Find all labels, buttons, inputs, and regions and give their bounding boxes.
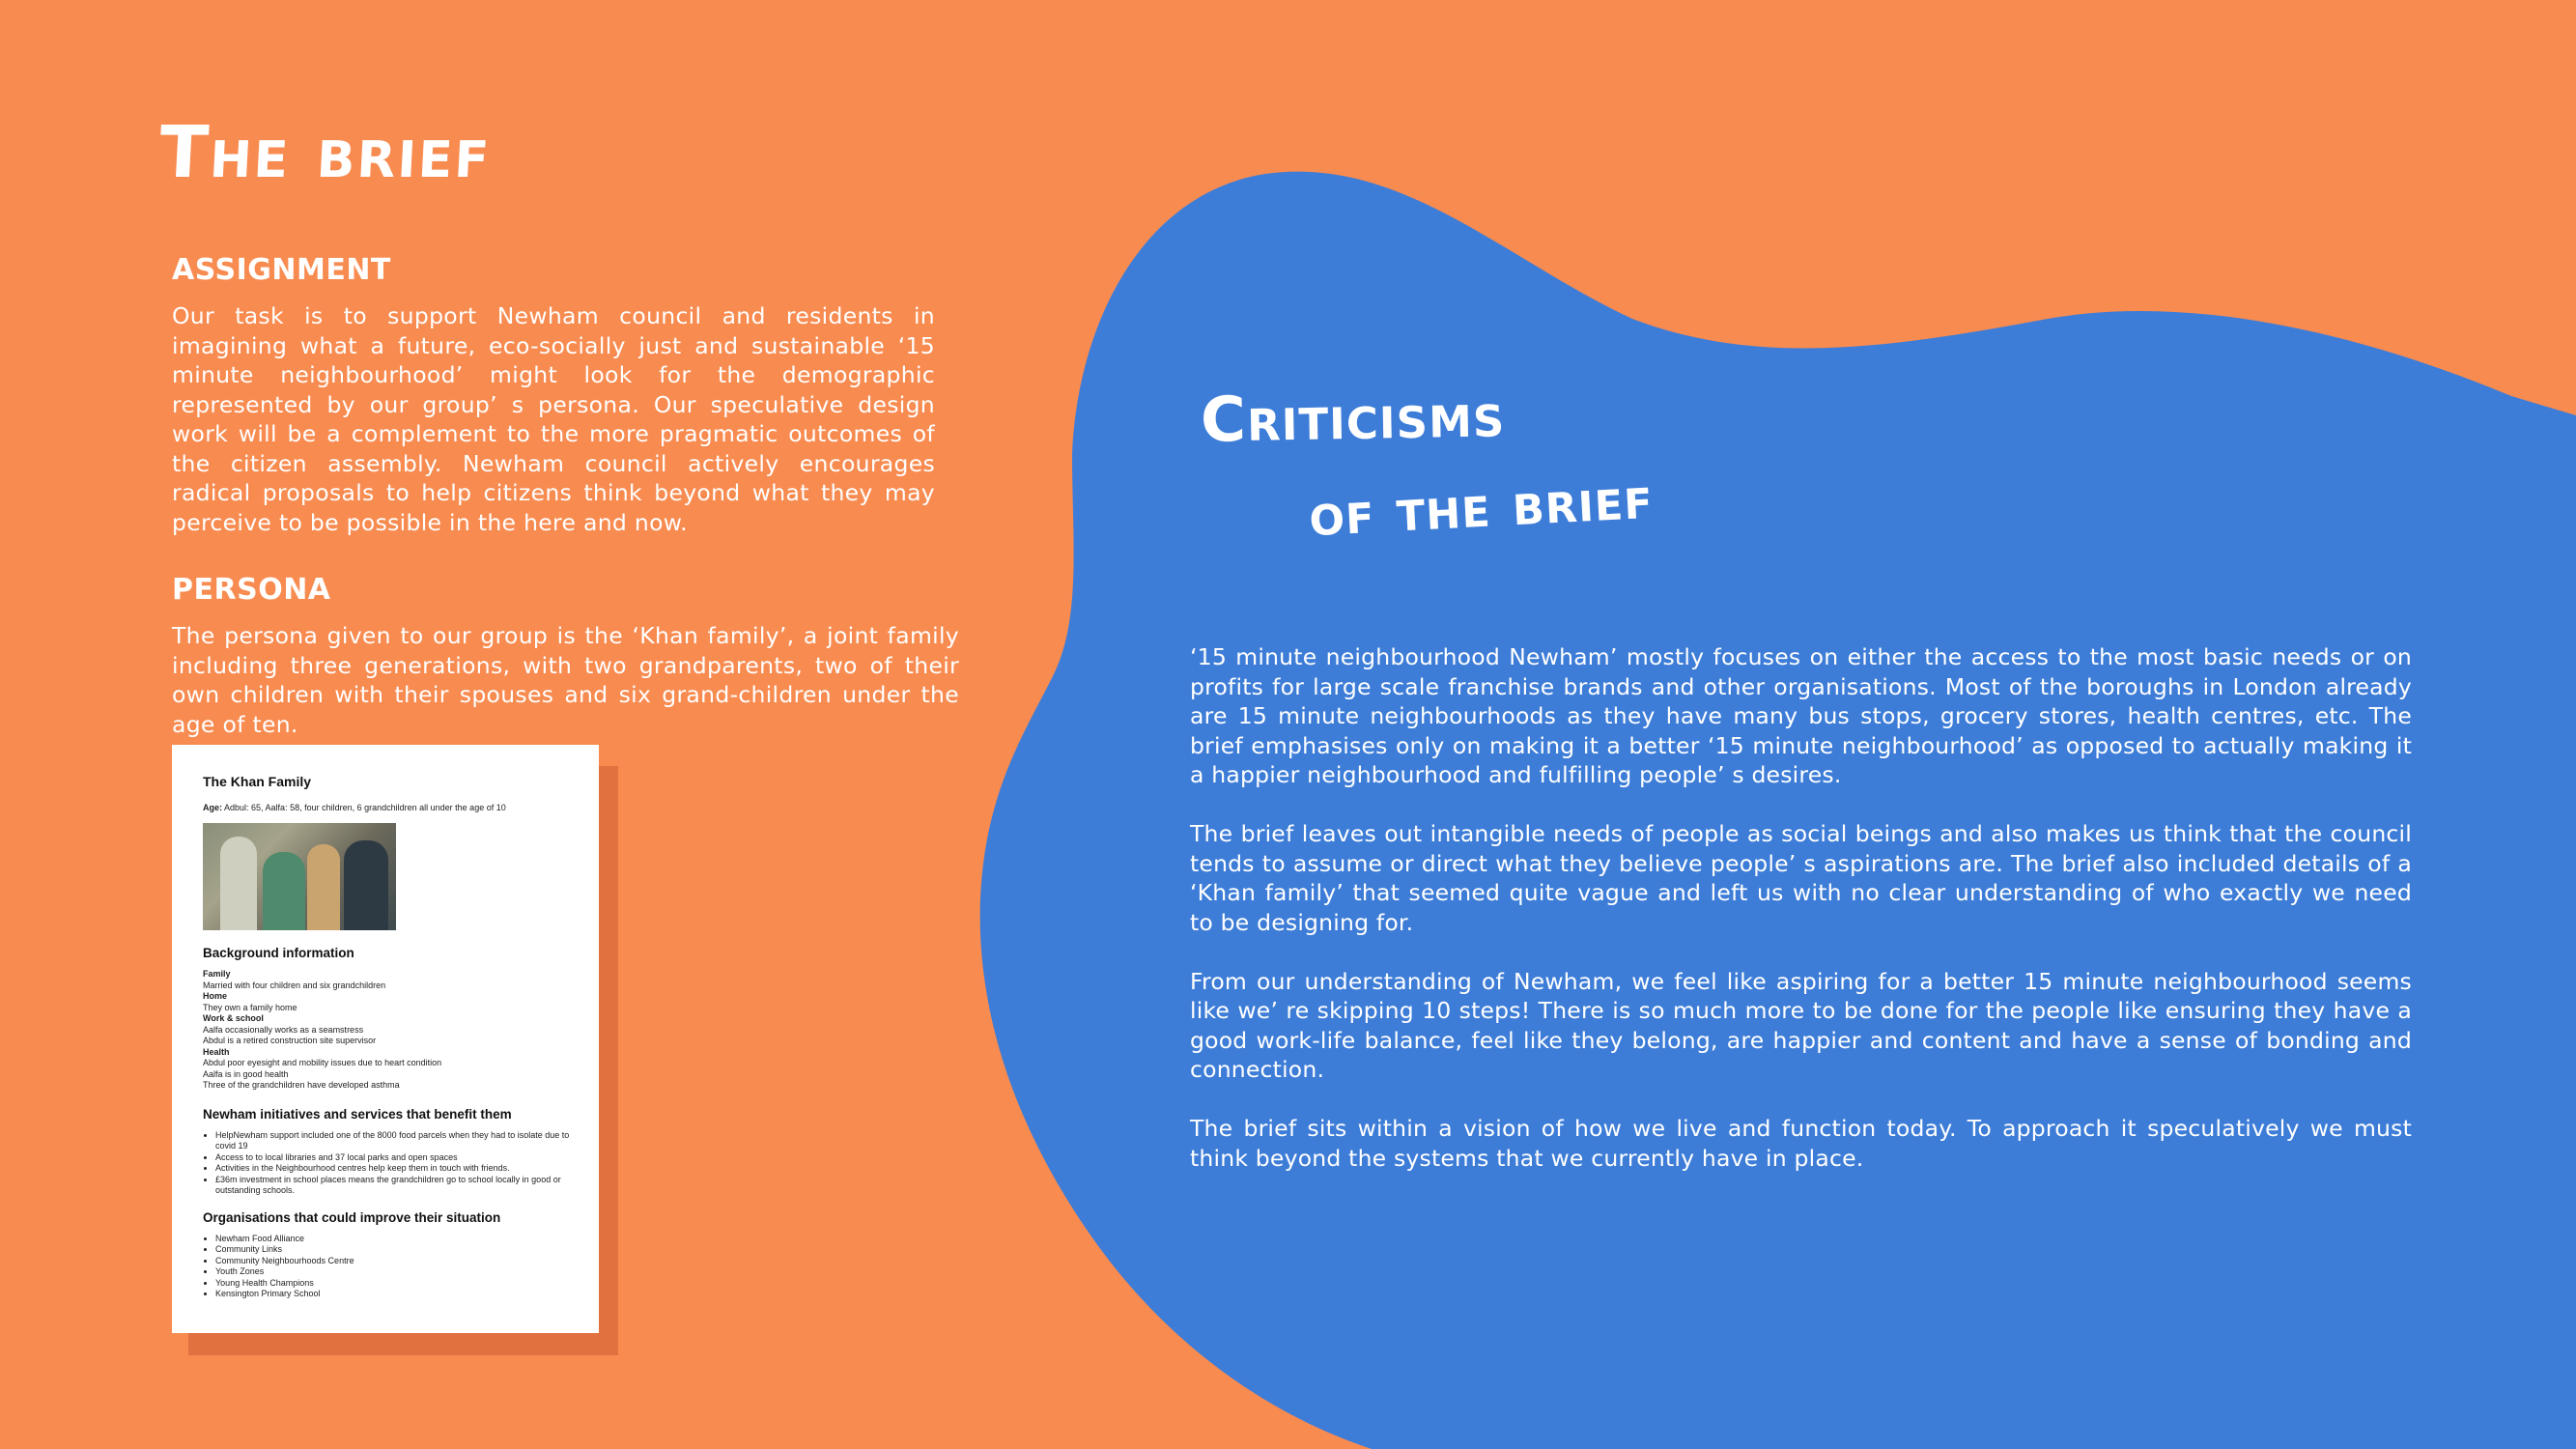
list-item: • Community Neighbourhoods Centre (215, 1256, 570, 1267)
doc-title: The Khan Family (203, 774, 312, 789)
assignment-text: Our task is to support Newham council and residents in imagining what a future, eco-socially just and sustainable ‘15 minute neighbourhood’ might look for the demographic represented by our group’ s persona. Our speculative design work will be a complement to the more pragmatic outcomes of the citizen assembly. Newham council actively encourages radical proposals to help citizens think beyond what they may perceive to be possible in the here and now. (172, 302, 935, 536)
criticisms-body (1190, 642, 2412, 1203)
criticism-paragraph: The brief leaves out intangible needs of people as social beings and also makes us think that the council tends to assume or direct what they believe people’ s aspirations are. The brief also included details of a ‘Khan family’ that seemed quite vague and left us with no clear understanding of who exactly we need to be designing for. (1190, 820, 2412, 936)
list-item: • Youth Zones (215, 1266, 570, 1278)
doc-age-text: Adbul: 65, Aalfa: 58, four children, 6 grandchildren all under the age of 10 (224, 803, 506, 812)
doc-initiatives-heading: Newham initiatives and services that benefit them (203, 1106, 512, 1122)
doc-health-text: Abdul poor eyesight and mobility issues due to heart condition (203, 1058, 442, 1067)
list-item: • Community Links (215, 1244, 570, 1256)
persona-heading: PERSONA (172, 573, 331, 607)
doc-age (203, 803, 570, 813)
doc-health-text: Aalfa is in good health (203, 1068, 289, 1079)
list-item: • Kensington Primary School (215, 1289, 570, 1300)
criticism-paragraph: ‘15 minute neighbourhood Newham’ mostly focuses on either the access to the most basic needs or on profits for large scale franchise brands and other organisations. Most of the boroughs in London already are 15 minute neighbourhoods as they have many bus stops, grocery stores, health centres, etc. The brief emphasises only on making it a better ‘15 minute neighbourhood’ as opposed to actually making it a happier neighbourhood and fulfilling people’ s desires. (1190, 643, 2412, 788)
doc-work-text: Abdul is a retired construction site supervisor (203, 1036, 377, 1045)
page-title: The brief (156, 111, 494, 194)
doc-orgs-list (203, 1234, 570, 1300)
doc-work-label: Work & school (203, 1013, 264, 1023)
doc-age-label: Age: (203, 803, 222, 812)
persona-text: The persona given to our group is the ‘Khan family’, a joint family including three generations, with two grandparents, two of their own children with their spouses and six grand-children under the age of ten. (172, 622, 959, 738)
criticism-paragraph: The brief sits within a vision of how we live and function today. To approach it speculatively we must think beyond the systems that we currently have in place. (1190, 1115, 2412, 1172)
doc-initiatives-list (203, 1130, 570, 1197)
criticism-paragraph: From our understanding of Newham, we feel like aspiring for a better 15 minute neighbourhood seems like we’ re skipping 10 steps! There is so much more to be done for the people like ensuring they have a good work-life balance, feel like they belong, are happier and content and have a sense of bonding and connection. (1190, 967, 2412, 1083)
family-photo (203, 823, 396, 930)
doc-family-text: Married with four children and six grandchildren (203, 980, 386, 990)
doc-home-text: They own a family home (203, 1002, 297, 1012)
doc-health-label: Health (203, 1046, 230, 1057)
criticisms-title-line2: of the brief (1307, 461, 1656, 551)
persona-document (172, 745, 599, 1333)
criticisms-title-line1: Criticisms (1200, 380, 1506, 457)
doc-background-heading: Background information (203, 946, 354, 960)
list-item: • Young Health Champions (215, 1278, 570, 1290)
list-item: • Activities in the Neighbourhood centres help keep them in touch with friends. (215, 1163, 570, 1175)
assignment-heading: ASSIGNMENT (172, 253, 391, 287)
list-item: • HelpNewham support included one of the 8000 food parcels when they had to isolate due to covid 19 (215, 1130, 570, 1152)
doc-family-label: Family (203, 969, 231, 979)
doc-health-text: Three of the grandchildren have developed asthma (203, 1080, 400, 1090)
list-item: • Newham Food Alliance (215, 1234, 570, 1245)
list-item: • £36m investment in school places means the grandchildren go to school locally in good or outstanding schools. (215, 1175, 570, 1197)
doc-orgs-heading: Organisations that could improve their situation (203, 1209, 501, 1225)
list-item: • Access to to local libraries and 37 local parks and open spaces (215, 1152, 570, 1164)
doc-work-text: Aalfa occasionally works as a seamstress (203, 1024, 364, 1035)
doc-home-label: Home (203, 991, 228, 1001)
